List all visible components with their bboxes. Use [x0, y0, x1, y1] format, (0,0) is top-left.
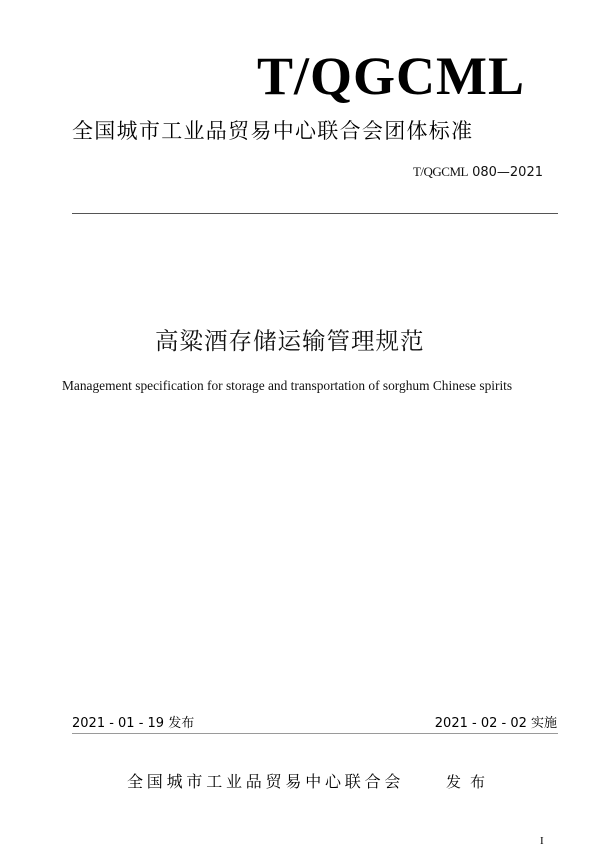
bottom-divider — [72, 733, 558, 734]
issue-date: 2021 - 01 - 19 发布 — [72, 716, 195, 731]
standard-number-prefix: T/QGCML — [412, 164, 468, 179]
effective-date: 2021 - 02 - 02 实施 — [434, 716, 557, 731]
top-divider — [72, 213, 558, 214]
standard-number — [413, 163, 543, 182]
document-title-chinese: 高粱酒存储运输管理规范 — [155, 327, 425, 355]
publisher-name: 全国城市工业品贸易中心联合会 — [127, 772, 405, 791]
standard-number-value: 080—2021 — [472, 165, 543, 180]
page-number: I — [540, 835, 544, 847]
document-title-english: Management specification for storage and transportation of sorghum Chinese spirits — [62, 378, 513, 393]
publish-label: 发布 — [446, 773, 495, 791]
standard-code-header: T/QGCML — [256, 46, 525, 106]
organization-standard-title: 全国城市工业品贸易中心联合会团体标准 — [72, 119, 474, 143]
